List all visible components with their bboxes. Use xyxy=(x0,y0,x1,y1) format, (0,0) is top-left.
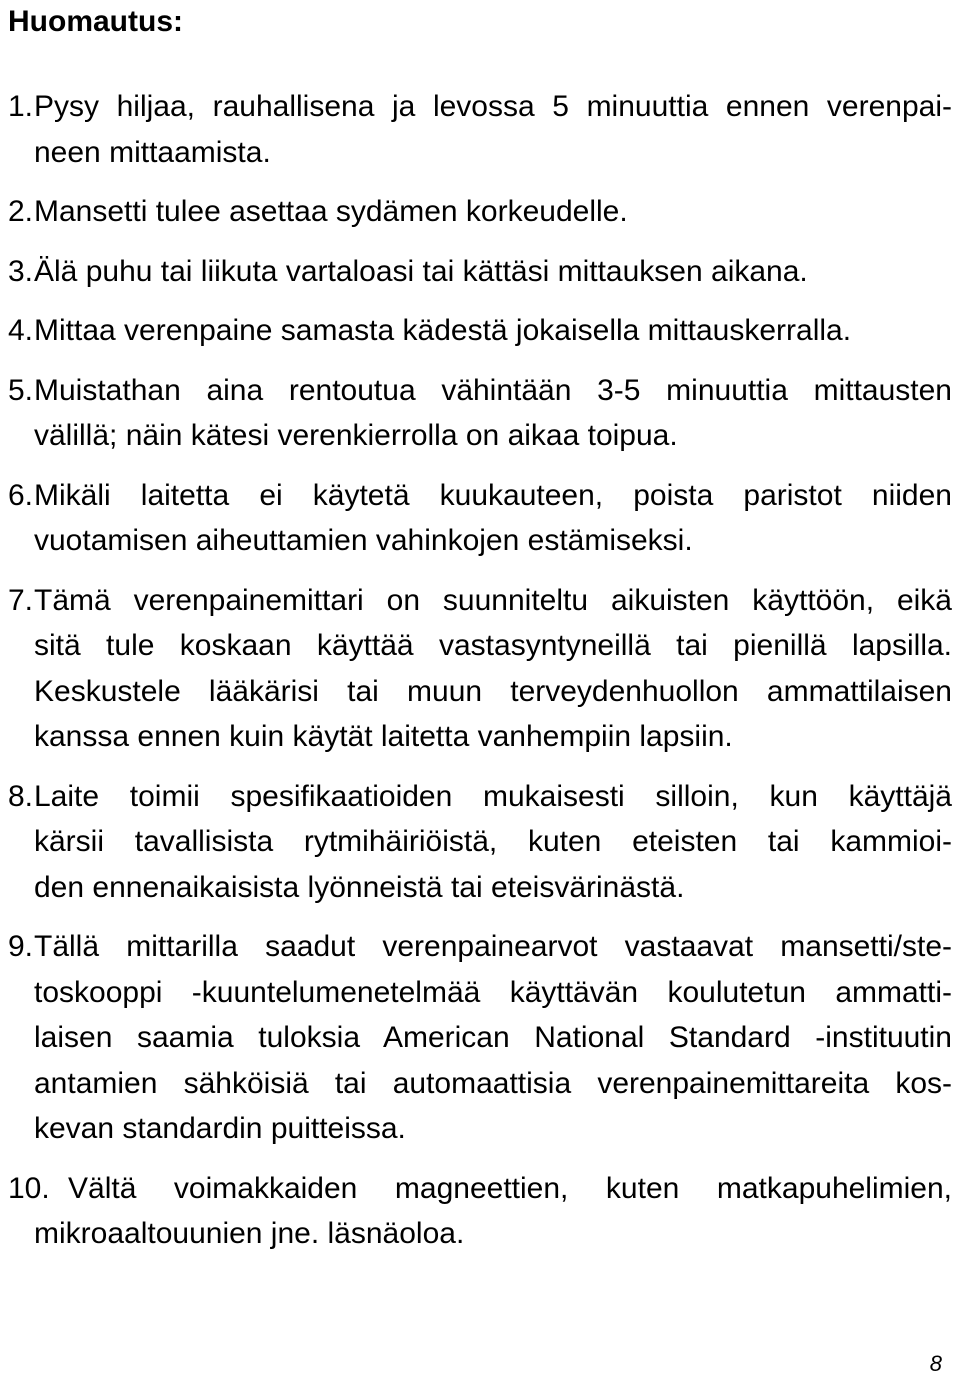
item-number: 1. xyxy=(8,90,34,123)
item-line: toskooppi -kuuntelumenetelmää käyttävän koulutetun ammatti- xyxy=(34,975,952,1009)
item-number: 5. xyxy=(8,373,34,407)
item-line: välillä; näin kätesi verenkierrolla on aikaa toipua. xyxy=(34,419,678,452)
list-item xyxy=(0,368,960,459)
item-number: 3. xyxy=(8,254,34,288)
item-line: Mikäli laitetta ei käytetä kuukauteen, poista paristot niiden xyxy=(34,478,952,512)
item-line: kanssa ennen kuin käytät laitetta vanhempiin lapsiin. xyxy=(34,720,733,753)
item-line: Mittaa verenpaine samasta kädestä jokaisella mittauskerralla. xyxy=(34,314,852,347)
item-line: Älä puhu tai liikuta vartaloasi tai kättäsi mittauksen aikana. xyxy=(34,254,808,288)
item-line: Vältä voimakkaiden magneettien, kuten matkapuhelimien, xyxy=(68,1171,952,1205)
list-item xyxy=(0,774,960,911)
list-item xyxy=(0,1166,960,1257)
list-item xyxy=(0,189,960,235)
page-heading: Huomautus: xyxy=(8,5,183,38)
item-line: sitä tule koskaan käyttää vastasyntyneillä tai pienillä lapsilla. xyxy=(34,629,952,662)
item-line: antamien sähköisiä tai automaattisia verenpainemittareita kos- xyxy=(34,1066,952,1100)
item-line: Mansetti tulee asettaa sydämen korkeudelle. xyxy=(34,195,628,228)
list-item xyxy=(0,308,960,354)
item-line: Tällä mittarilla saadut verenpainearvot vastaavat mansetti/ste- xyxy=(34,930,952,963)
item-line: laisen saamia tuloksia American National Standard -instituutin xyxy=(34,1021,952,1054)
list-item xyxy=(0,578,960,760)
item-number: 7. xyxy=(8,583,34,617)
list-item xyxy=(0,84,960,175)
item-number: 10. xyxy=(8,1171,50,1205)
item-number: 8. xyxy=(8,779,34,813)
list-item xyxy=(0,924,960,1152)
item-line: Muistathan aina rentoutua vähintään 3-5 minuuttia mittausten xyxy=(34,373,952,407)
item-number: 6. xyxy=(8,478,34,512)
page-number: 8 xyxy=(929,1351,942,1376)
item-number: 4. xyxy=(8,314,34,347)
notes-list xyxy=(0,84,960,1271)
item-line: kevan standardin puitteissa. xyxy=(34,1112,406,1145)
item-line: Pysy hiljaa, rauhallisena ja levossa 5 minuuttia ennen verenpai- xyxy=(34,90,952,123)
list-item xyxy=(0,473,960,564)
item-number: 9. xyxy=(8,930,34,963)
item-line: Tämä verenpainemittari on suunniteltu aikuisten käyttöön, eikä xyxy=(34,583,952,617)
item-number: 2. xyxy=(8,195,34,228)
item-line: vuotamisen aiheuttamien vahinkojen estämiseksi. xyxy=(34,524,693,557)
item-line: neen mittaamista. xyxy=(34,135,271,169)
item-line: Laite toimii spesifikaatioiden mukaisesti silloin, kun käyttäjä xyxy=(34,779,952,813)
list-item xyxy=(0,249,960,295)
item-line: kärsii tavallisista rytmihäiriöistä, kuten eteisten tai kammioi- xyxy=(34,825,952,858)
item-line: Keskustele lääkärisi tai muun terveydenhuollon ammattilaisen xyxy=(34,674,952,708)
item-line: mikroaaltouunien jne. läsnäoloa. xyxy=(34,1217,465,1250)
item-line: den ennenaikaisista lyönneistä tai eteisvärinästä. xyxy=(34,870,685,904)
